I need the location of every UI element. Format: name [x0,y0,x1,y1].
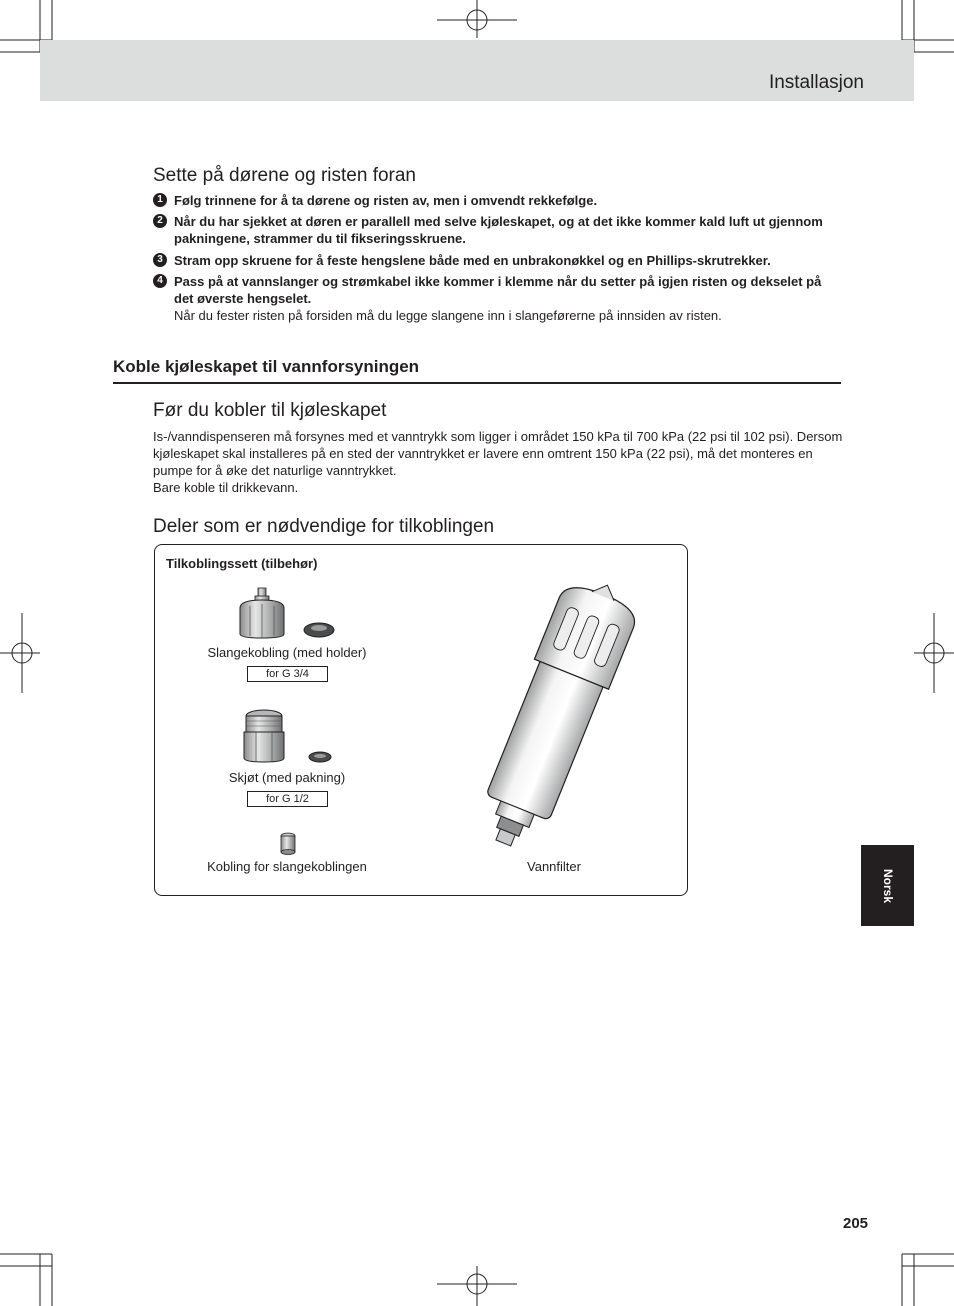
part-spec-hose-connector: for G 3/4 [247,666,328,682]
step-note: Når du fester risten på forsiden må du legge slangene inn i slangeførerne på innsiden av risten. [174,308,722,323]
step-text: Følg trinnene for å ta dørene og risten av, men i omvendt rekkefølge. [174,193,598,208]
water-pressure-paragraph [153,428,843,496]
step-number-badge: 3 [153,253,167,267]
step-2 [153,213,843,247]
part-label-water-filter: Vannfilter [527,859,581,874]
step-4 [153,273,843,324]
kit-title: Tilkoblingssett (tilbehør) [166,556,318,571]
step-1 [153,192,843,209]
part-label-hose-connector: Slangekobling (med holder) [207,645,367,660]
section-title-water-supply: Koble kjøleskapet til vannforsyningen [113,357,420,376]
subheading-required-parts: Deler som er nødvendige for tilkoblingen [153,516,495,537]
step-3 [153,252,843,269]
step-text: Når du har sjekket at døren er parallell med selve kjøleskapet, og at det ikke kommer kald luft ut gjennom pakningene, strammer du til fikseringsskruene. [174,214,823,246]
coupling-icon [278,832,298,856]
part-spec-joint: for G 1/2 [247,791,328,807]
step-text: Stram opp skruene for å feste hengslene både med en unbrakonøkkel og en Phillips-skrutrekker. [174,253,771,268]
part-label-joint: Skjøt (med pakning) [228,770,346,785]
subheading-before-connecting: Før du kobler til kjøleskapet [153,400,387,421]
pressure-requirement-text: Is-/vanndispenseren må forsynes med et vanntrykk som ligger i området 150 kPa til 700 kPa (22 psi til 102 psi). Dersom kjøleskapet skal installeres på en sted der vanntrykket er lavere enn omtrent 150 kPa (22 psi), må det monteres en pumpe for å øke det naturlige vanntrykket. [153,429,843,478]
language-tab [861,845,914,926]
water-filter-icon [455,575,655,855]
section-divider [113,382,841,384]
step-number-badge: 1 [153,193,167,207]
part-label-coupling: Kobling for slangekoblingen [207,859,367,874]
page-header-title: Installasjon [768,72,864,93]
page-number: 205 [843,1215,869,1232]
step-text: Pass på at vannslanger og strømkabel ikke kommer i klemme når du setter på igjen risten og dekselet på det øverste hengselet. [174,274,822,306]
hose-connector-icon [236,586,340,644]
step-number-badge: 4 [153,274,167,288]
language-tab-label: Norsk [880,868,895,903]
section-subheading-doors: Sette på dørene og risten foran [153,165,416,186]
drinking-water-note: Bare koble til drikkevann. [153,480,299,495]
step-number-badge: 2 [153,214,167,228]
joint-icon [240,708,336,768]
